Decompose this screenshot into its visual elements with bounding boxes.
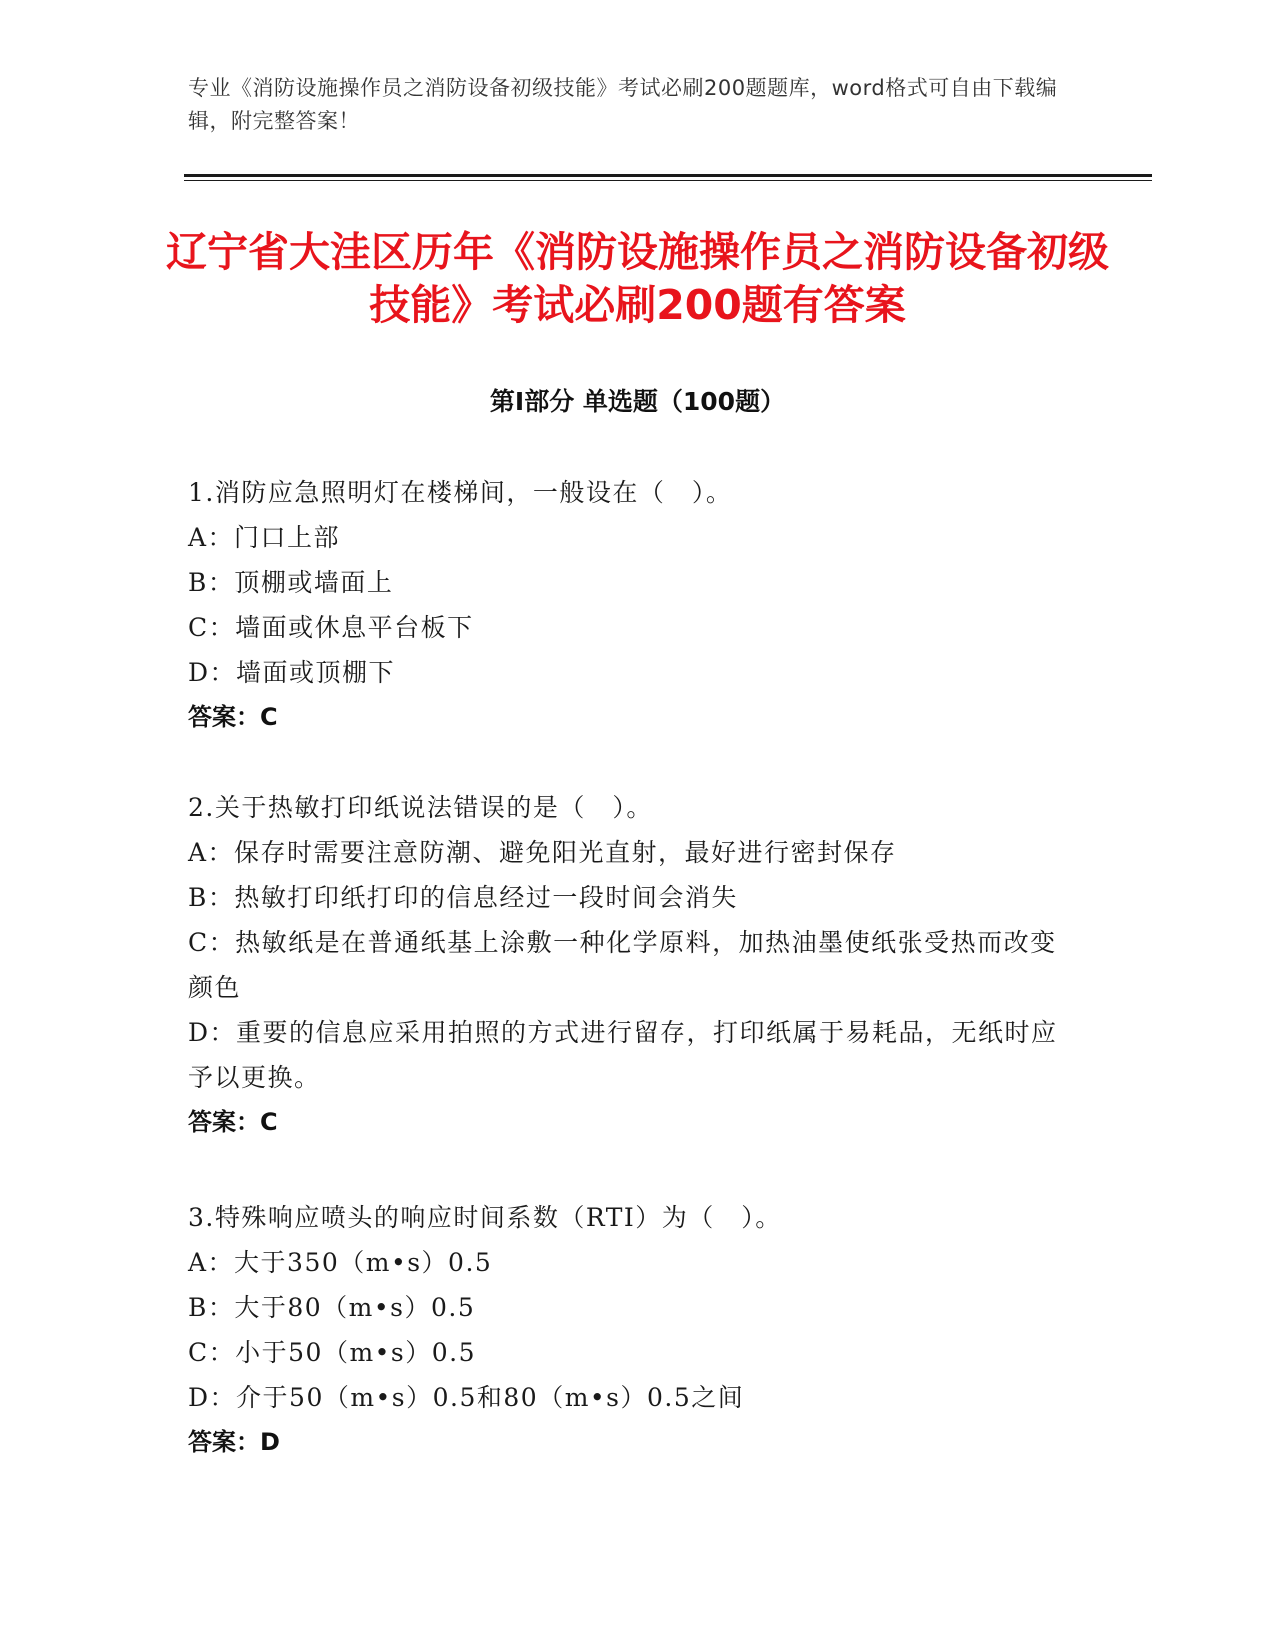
question-stem: 3.特殊响应喷头的响应时间系数（RTI）为（ ）。 xyxy=(188,1203,782,1232)
option-d: D：墙面或顶棚下 xyxy=(188,658,396,687)
section-heading: 第Ⅰ部分 单选题（100题） xyxy=(489,387,786,416)
header-note: 专业《消防设施操作员之消防设备初级技能》考试必刷200题题库，word格式可自由下载编辑，附完整答案！ xyxy=(188,76,1058,133)
option-c: C：墙面或休息平台板下 xyxy=(188,613,474,642)
option-d: D：介于50（m•s）0.5和80（m•s）0.5之间 xyxy=(188,1383,745,1412)
header-divider-thin xyxy=(184,180,1152,181)
option-b: B：顶棚或墙面上 xyxy=(188,568,394,597)
question-1 xyxy=(188,470,1068,740)
question-2 xyxy=(188,785,1068,1145)
question-3 xyxy=(188,1195,1068,1465)
option-c: C：小于50（m•s）0.5 xyxy=(188,1338,476,1367)
answer: 答案：D xyxy=(188,1428,280,1456)
option-a: A：保存时需要注意防潮、避免阳光直射，最好进行密封保存 xyxy=(188,838,897,867)
answer: 答案：C xyxy=(188,703,278,731)
question-stem: 2.关于热敏打印纸说法错误的是（ ）。 xyxy=(188,793,653,822)
option-a: A：大于350（m•s）0.5 xyxy=(188,1248,493,1277)
option-b: B：热敏打印纸打印的信息经过一段时间会消失 xyxy=(188,883,738,912)
option-a: A：门口上部 xyxy=(188,523,341,552)
question-stem: 1.消防应急照明灯在楼梯间，一般设在（ ）。 xyxy=(188,478,733,507)
answer: 答案：C xyxy=(188,1108,278,1136)
document-title: 辽宁省大洼区历年《消防设施操作员之消防设备初级技能》考试必刷200题有答案 xyxy=(166,228,1109,329)
option-b: B：大于80（m•s）0.5 xyxy=(188,1293,476,1322)
header-divider xyxy=(184,174,1152,177)
option-d: D：重要的信息应采用拍照的方式进行留存，打印纸属于易耗品，无纸时应予以更换。 xyxy=(188,1018,1058,1092)
option-c: C：热敏纸是在普通纸基上涂敷一种化学原料，加热油墨使纸张受热而改变颜色 xyxy=(188,928,1057,1002)
